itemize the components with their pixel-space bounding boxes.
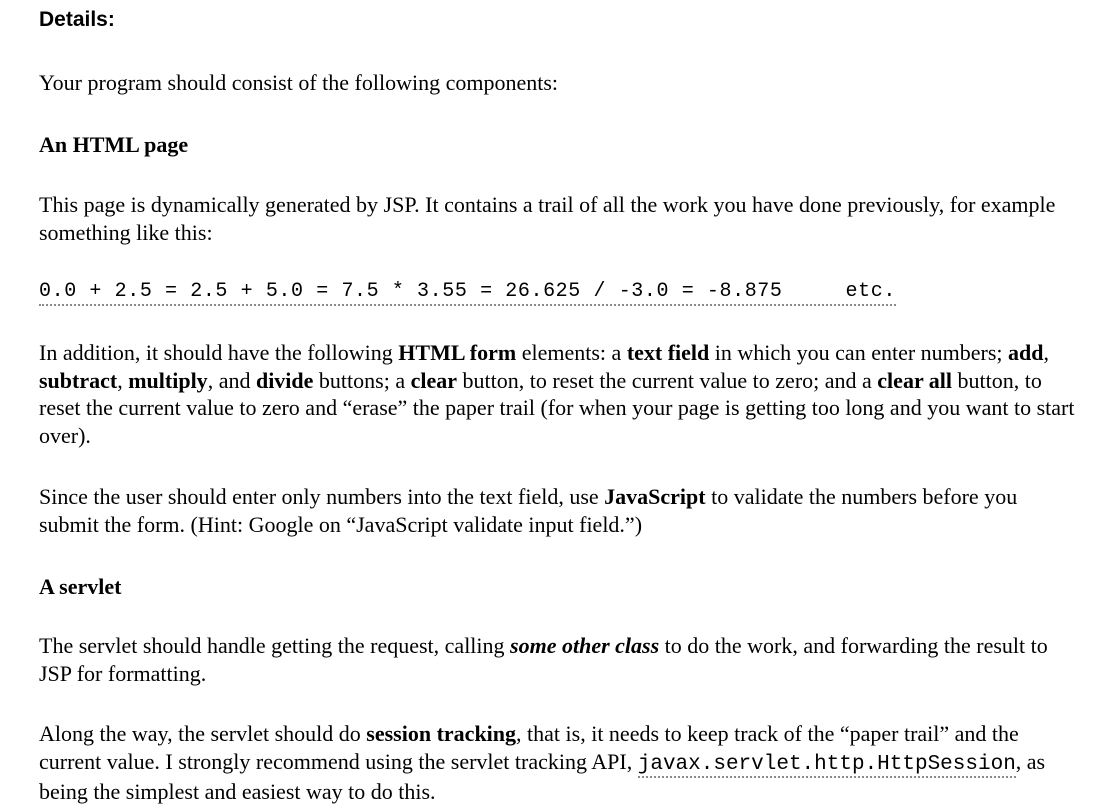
validation-paragraph: Since the user should enter only numbers into the text field, use JavaScript to validate the numbers before you submit the form. (Hint: Google on “JavaScript validate input field.”)	[39, 484, 1018, 537]
form-elements-paragraph: In addition, it should have the following HTML form elements: a text field in which you can enter numbers; add, subtract, multiply, and divide buttons; a clear button, to reset the current value to zero; and a clear all button, to reset the current value to zero and “erase” the paper trail (for when your page is getting too long and you want to start over).	[39, 340, 1075, 448]
trail-example-text: 0.0 + 2.5 = 2.5 + 5.0 = 7.5 * 3.55 = 26.625 / -3.0 = -8.875 etc.	[39, 280, 896, 306]
intro-paragraph: Your program should consist of the following components:	[39, 70, 559, 95]
text-field-term: text field	[626, 340, 710, 365]
subtract-term: subtract	[39, 367, 118, 393]
httpsession-code: javax.servlet.http.HttpSession	[637, 752, 1016, 776]
some-other-class-term: some other class	[510, 633, 660, 658]
trail-example	[39, 280, 1079, 306]
add-term: add	[1008, 340, 1044, 365]
servlet-handle-paragraph: The servlet should handle getting the request, calling some other class to do the work, and forwarding the result to JSP for formatting.	[39, 633, 1048, 686]
html-page-description: This page is dynamically generated by JSP. It contains a trail of all the work you have done previously, for example something like this:	[39, 192, 1056, 245]
html-page-heading: An HTML page	[39, 132, 189, 157]
details-heading: Details:	[39, 8, 115, 31]
session-tracking-paragraph: Along the way, the servlet should do session tracking, that is, it needs to keep track of the “paper trail” and the current value. I strongly recommend using the servlet tracking API, javax.servlet.http.HttpSession, as being the simplest and easiest way to do this.	[39, 721, 1046, 804]
servlet-heading: A servlet	[39, 574, 122, 599]
clear-term: clear	[410, 367, 457, 393]
session-tracking-term: session tracking	[366, 721, 517, 746]
multiply-term: multiply	[128, 367, 208, 393]
divide-term: divide	[255, 367, 314, 393]
clear-all-term: clear all	[877, 367, 953, 393]
html-form-term: HTML form	[398, 340, 517, 365]
javascript-term: JavaScript	[604, 484, 706, 509]
